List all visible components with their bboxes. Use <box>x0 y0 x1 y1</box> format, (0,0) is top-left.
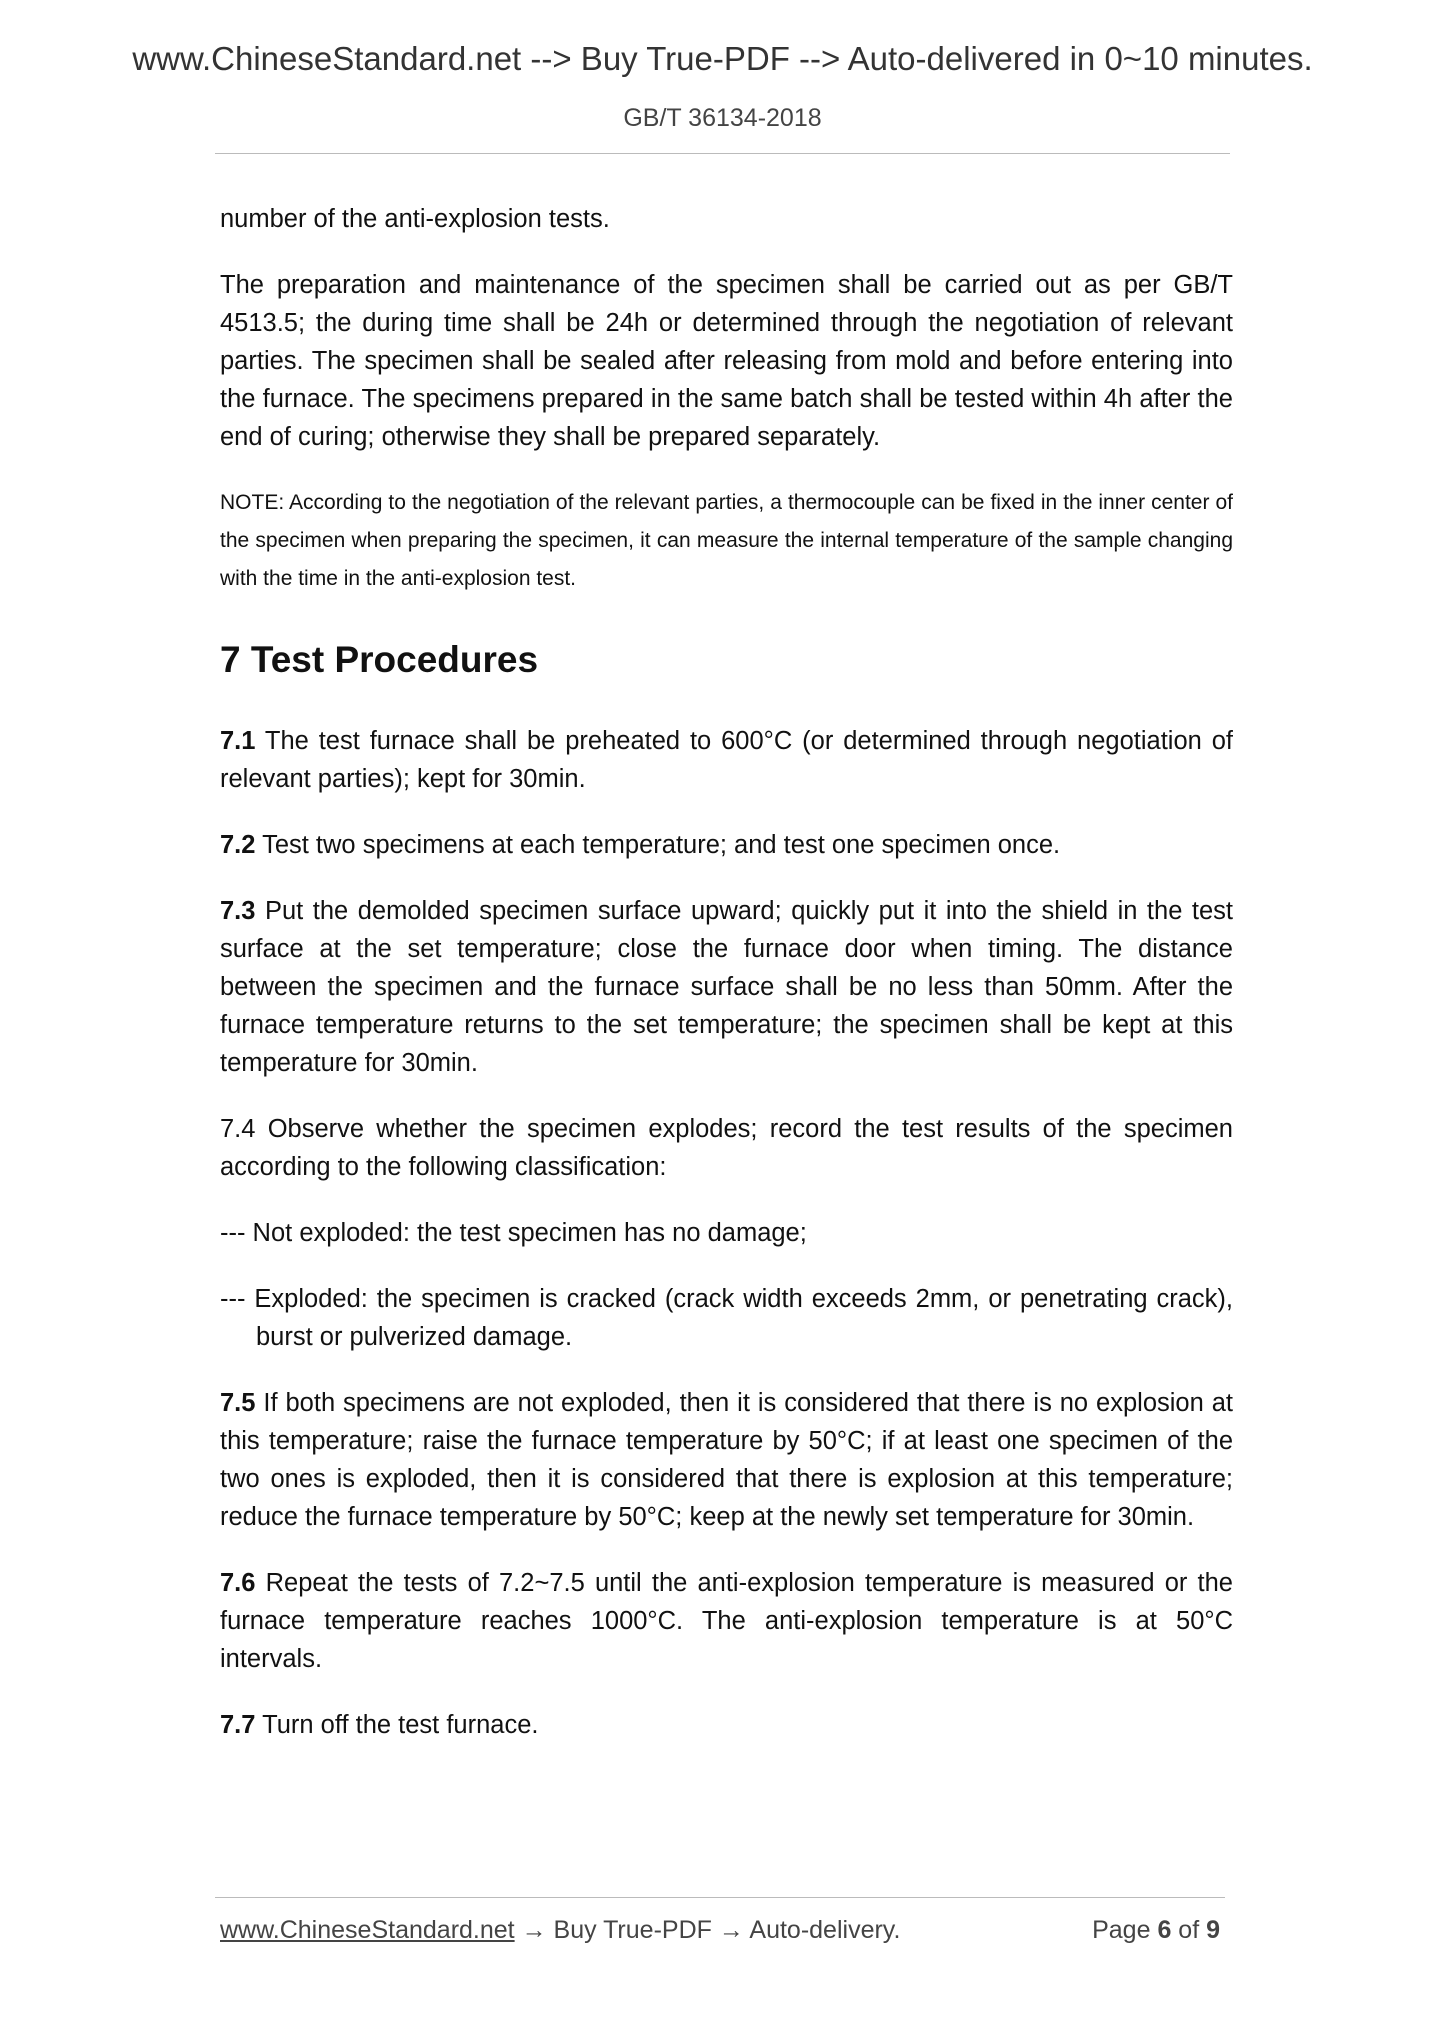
clause-text: Turn off the test furnace. <box>255 1711 539 1739</box>
footer-divider <box>215 1897 1225 1898</box>
paragraph-specimen-preparation: The preparation and maintenance of the specimen shall be carried out as per GB/T 4513.5; the during time shall be 24h or determined through the negotiation of relevant parties. The specimen shall be sealed after releasing from mold and before entering into the furnace. The specimens prepared in the same batch shall be tested within 4h after the end of curing; otherwise they shall be prepared separately. <box>220 271 1233 451</box>
of-label: of <box>1171 1916 1207 1944</box>
clause-number: 7.6 <box>220 1569 256 1597</box>
clause-7-2 <box>220 826 1233 864</box>
clause-7-3 <box>220 892 1233 1082</box>
document-body <box>220 200 1233 1772</box>
clause-7-6 <box>220 1564 1233 1678</box>
clause-number: 7.1 <box>220 727 256 755</box>
list-item-exploded: --- Exploded: the specimen is cracked (crack width exceeds 2mm, or penetrating crack), burst or pulverized damage. <box>220 1285 1233 1351</box>
clause-text: If both specimens are not exploded, then it is considered that there is no explosion at this temperature; raise the furnace temperature by 50°C; if at least one specimen of the two ones is exploded, then it is considered that there is explosion at this temperature; reduce the furnace temperature by 50°C; keep at the newly set temperature for 30min. <box>220 1389 1233 1531</box>
note-paragraph: NOTE: According to the negotiation of the relevant parties, a thermocouple can be fixed in the inner center of the specimen when preparing the specimen, it can measure the internal temperature of the sample changing with the time in the anti-explosion test. <box>220 491 1233 590</box>
footer-link[interactable]: www.ChineseStandard.net <box>220 1916 515 1944</box>
current-page: 6 <box>1157 1916 1172 1944</box>
clause-7-5 <box>220 1384 1233 1536</box>
paragraph-continuation: number of the anti-explosion tests. <box>220 205 610 233</box>
clause-7-1 <box>220 722 1233 798</box>
clause-text: Repeat the tests of 7.2~7.5 until the anti-explosion temperature is measured or the furnace temperature reaches 1000°C. The anti-explosion temperature is at 50°C intervals. <box>220 1569 1233 1673</box>
clause-7-4: 7.4 Observe whether the specimen explodes; record the test results of the specimen according to the following classification: <box>220 1115 1233 1181</box>
clause-text: The test furnace shall be preheated to 600°C (or determined through negotiation of relevant parties); kept for 30min. <box>220 727 1233 793</box>
clause-number: 7.5 <box>220 1389 256 1417</box>
clause-7-7 <box>220 1706 1233 1744</box>
total-pages: 9 <box>1206 1916 1220 1944</box>
clause-text: Test two specimens at each temperature; and test one specimen once. <box>255 831 1061 859</box>
footer-text: → Buy True-PDF → Auto-delivery. <box>514 1916 901 1944</box>
clause-number: 7.3 <box>220 897 256 925</box>
document-id: GB/T 36134-2018 <box>623 104 822 132</box>
clause-number: 7.7 <box>220 1711 256 1739</box>
site-banner: www.ChineseStandard.net --> Buy True-PDF --> Auto-delivered in 0~10 minutes. <box>132 40 1313 77</box>
list-item-not-exploded: --- Not exploded: the test specimen has no damage; <box>220 1219 807 1247</box>
clause-number: 7.2 <box>220 831 256 859</box>
section-title: 7 Test Procedures <box>220 639 539 680</box>
page-footer <box>220 1916 1225 1945</box>
page-label: Page <box>1092 1916 1158 1944</box>
clause-text: Put the demolded specimen surface upward; quickly put it into the shield in the test surface at the set temperature; close the furnace door when timing. The distance between the specimen and the furnace surface shall be no less than 50mm. After the furnace temperature returns to the set temperature; the specimen shall be kept at this temperature for 30min. <box>220 897 1233 1077</box>
header-divider <box>215 153 1230 154</box>
page-number <box>1092 1916 1220 1945</box>
